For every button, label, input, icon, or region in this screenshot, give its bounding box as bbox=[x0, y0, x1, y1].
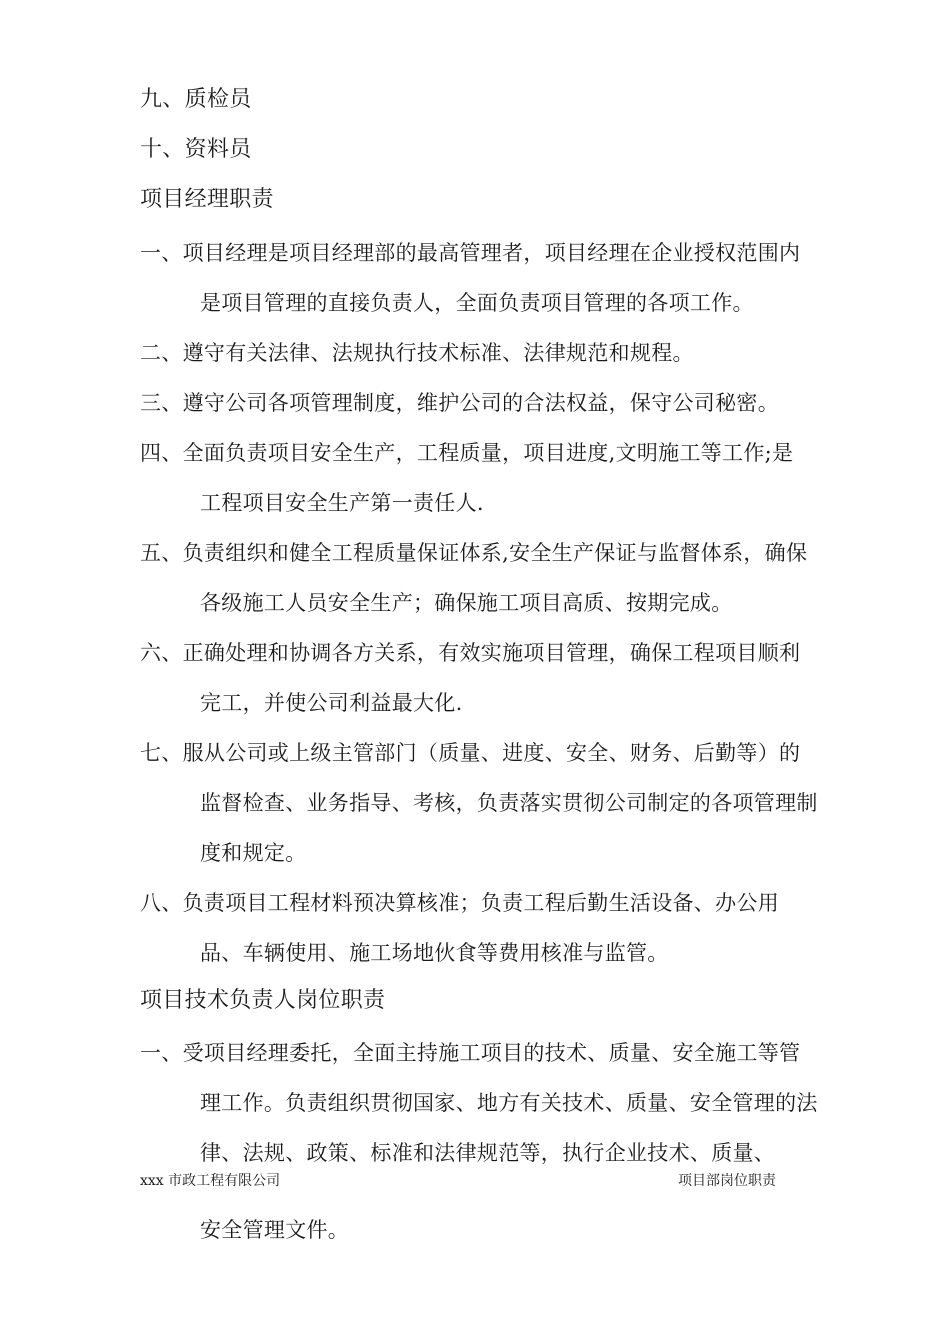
pm-item-2: 二、遵守有关法律、法规执行技术标准、法律规范和规程。 bbox=[140, 341, 694, 365]
pm-item-5: 五、负责组织和健全工程质量保证体系,安全生产保证与监督体系，确保 bbox=[140, 541, 808, 565]
footer-doc-title: 项目部岗位职责 bbox=[678, 1173, 776, 1189]
pm-item-6: 六、正确处理和协调各方关系，有效实施项目管理，确保工程项目顺利 bbox=[140, 641, 801, 665]
section-title-pm: 项目经理职责 bbox=[140, 187, 274, 212]
pm-item-1: 一、项目经理是项目经理部的最高管理者，项目经理在企业授权范围内 bbox=[140, 241, 801, 265]
tech-item-1-cont-2: 律、法规、政策、标准和法律规范等，执行企业技术、质量、 bbox=[200, 1141, 776, 1165]
pm-item-4: 四、全面负责项目安全生产，工程质量，项目进度,文明施工等工作;是 bbox=[140, 441, 794, 465]
tech-item-1-cont: 理工作。负责组织贯彻国家、地方有关技术、质量、安全管理的法 bbox=[200, 1091, 818, 1115]
line-2: 十、资料员 bbox=[140, 137, 252, 162]
pm-item-7-cont: 监督检查、业务指导、考核，负责落实贯彻公司制定的各项管理制 bbox=[200, 791, 818, 815]
section-title-tech: 项目技术负责人岗位职责 bbox=[140, 988, 386, 1013]
pm-item-8-cont: 品、车辆使用、施工场地伙食等费用核准与监管。 bbox=[200, 941, 669, 965]
footer-company: xxx 市政工程有限公司 bbox=[140, 1173, 281, 1189]
pm-item-8: 八、负责项目工程材料预决算核准；负责工程后勤生活设备、办公用 bbox=[140, 891, 779, 915]
tech-item-1-cont-3: 安全管理文件。 bbox=[200, 1218, 350, 1242]
tech-item-1: 一、受项目经理委托，全面主持施工项目的技术、质量、安全施工等管 bbox=[140, 1041, 801, 1065]
line-1: 九、质检员 bbox=[140, 87, 252, 112]
pm-item-6-cont: 完工，并使公司利益最大化. bbox=[200, 691, 463, 715]
pm-item-4-cont: 工程项目安全生产第一责任人. bbox=[200, 491, 484, 515]
pm-item-7-cont-2: 度和规定。 bbox=[200, 841, 307, 865]
pm-item-5-cont: 各级施工人员安全生产；确保施工项目高质、按期完成。 bbox=[200, 591, 733, 615]
pm-item-7: 七、服从公司或上级主管部门（质量、进度、安全、财务、后勤等）的 bbox=[140, 741, 801, 765]
pm-item-1-cont: 是项目管理的直接负责人，全面负责项目管理的各项工作。 bbox=[200, 291, 754, 315]
pm-item-3: 三、遵守公司各项管理制度，维护公司的合法权益，保守公司秘密。 bbox=[140, 391, 779, 415]
